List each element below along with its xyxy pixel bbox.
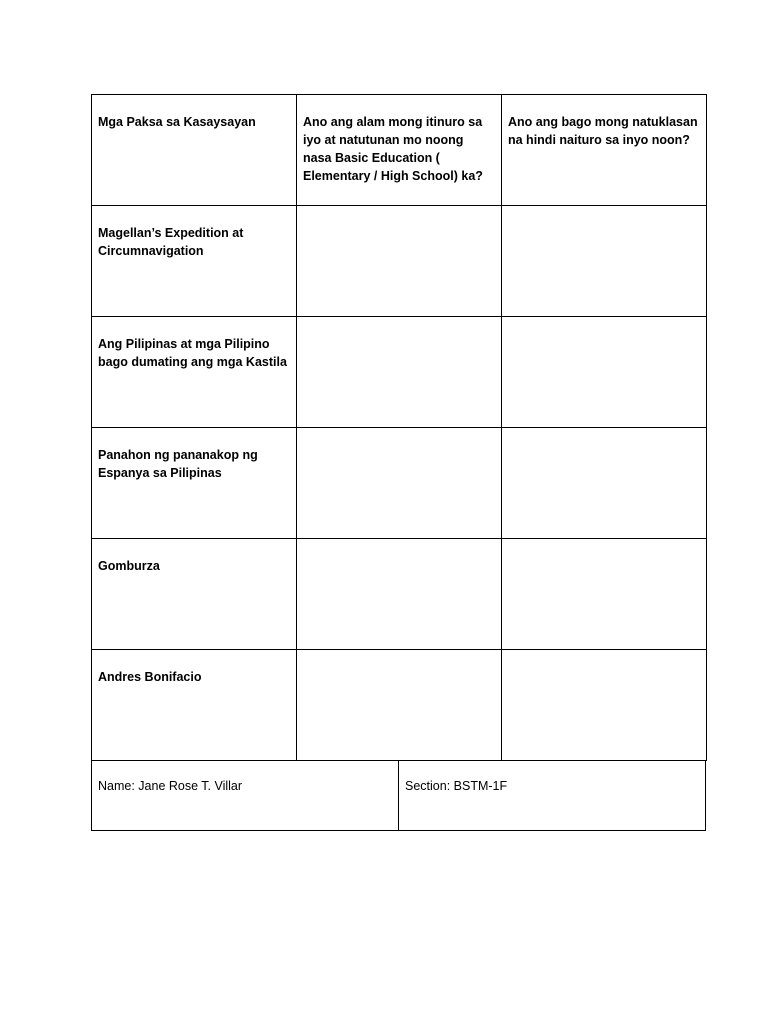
discovered-cell[interactable] (502, 539, 707, 650)
discovered-cell[interactable] (502, 317, 707, 428)
table-row (92, 539, 707, 650)
topic-cell (92, 539, 297, 650)
table-row (92, 650, 707, 761)
learned-cell[interactable] (297, 317, 502, 428)
topic-cell (92, 206, 297, 317)
topic-label: Ang Pilipinas at mga Pilipino bago dumating ang mga Kastila (98, 337, 287, 369)
table-row (92, 206, 707, 317)
section-cell (399, 760, 706, 830)
learned-cell[interactable] (297, 428, 502, 539)
learned-cell[interactable] (297, 539, 502, 650)
learned-cell[interactable] (297, 650, 502, 761)
topic-label: Panahon ng pananakop ng Espanya sa Pilipinas (98, 448, 258, 480)
header-learned-label: Ano ang alam mong itinuro sa iyo at natutunan mo noong nasa Basic Education ( Elementary / High School) ka? (303, 115, 483, 183)
header-discovered-label: Ano ang bago mong natuklasan na hindi naituro sa inyo noon? (508, 115, 698, 147)
student-info-row (92, 760, 706, 830)
topic-label: Andres Bonifacio (98, 670, 202, 684)
learned-cell[interactable] (297, 206, 502, 317)
discovered-cell[interactable] (502, 206, 707, 317)
header-topic-label: Mga Paksa sa Kasaysayan (98, 115, 256, 129)
table-header-row (92, 95, 707, 206)
topic-cell (92, 428, 297, 539)
student-info-table (91, 760, 706, 831)
student-section: Section: BSTM-1F (405, 779, 508, 793)
discovered-cell[interactable] (502, 650, 707, 761)
topic-label: Magellan’s Expedition at Circumnavigation (98, 226, 244, 258)
name-cell (92, 760, 399, 830)
header-cell-topic (92, 95, 297, 206)
topic-cell (92, 650, 297, 761)
header-cell-discovered (502, 95, 707, 206)
table-row (92, 428, 707, 539)
discovered-cell[interactable] (502, 428, 707, 539)
student-name: Name: Jane Rose T. Villar (98, 779, 243, 793)
reflection-table (91, 94, 707, 761)
table-row (92, 317, 707, 428)
header-cell-learned (297, 95, 502, 206)
topic-label: Gomburza (98, 559, 160, 573)
topic-cell (92, 317, 297, 428)
